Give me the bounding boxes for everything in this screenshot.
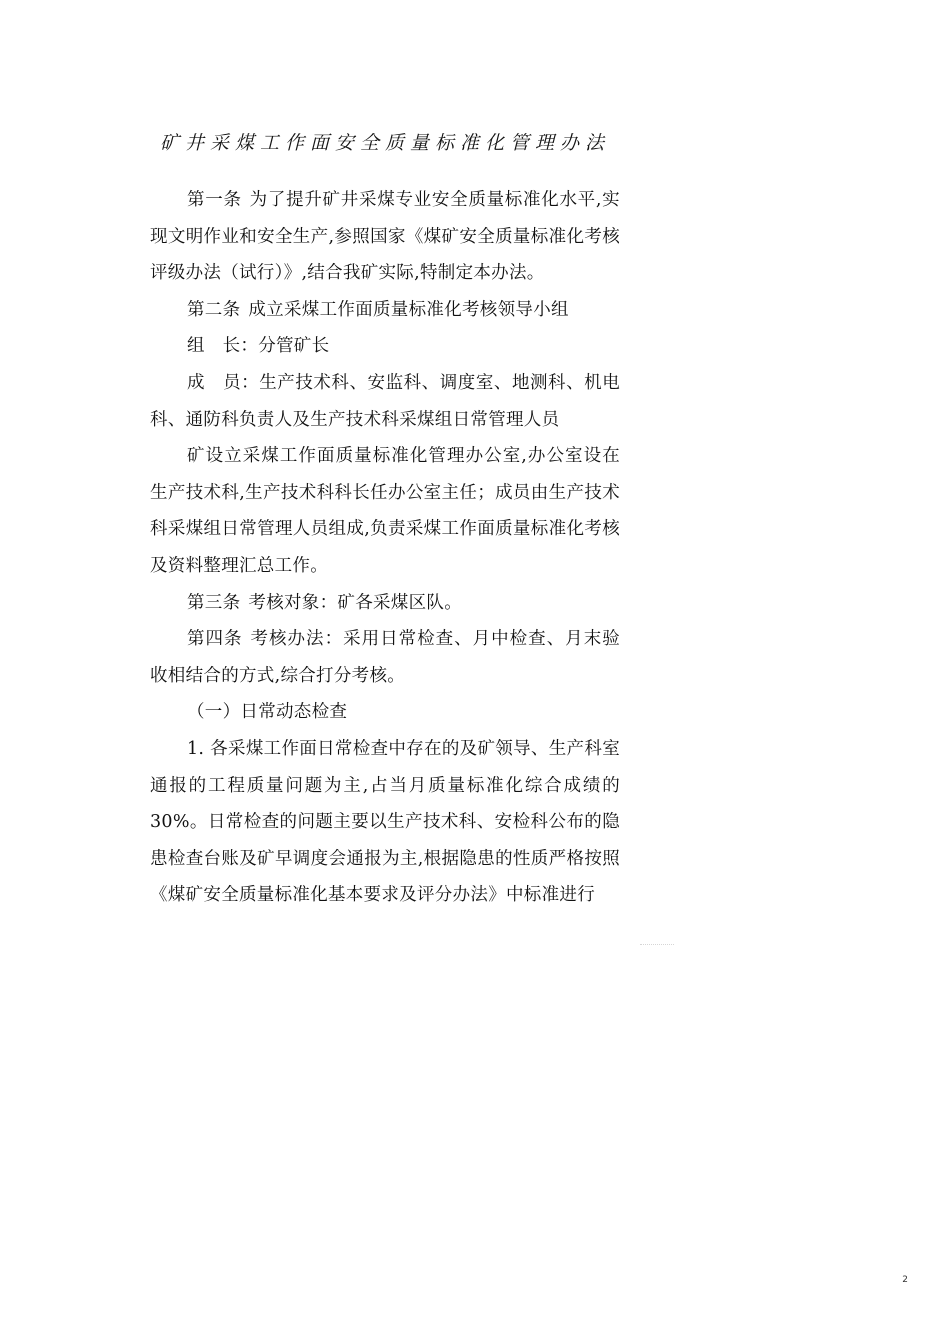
- members-label: 成 员：: [187, 372, 260, 393]
- section-subheading: （一）日常动态检查: [187, 702, 348, 723]
- article-3-paragraph: [150, 585, 620, 622]
- article-1-paragraph: [150, 182, 620, 292]
- article-2-label: 第二条: [187, 299, 241, 320]
- document-title: 矿井采煤工作面安全质量标准化管理办法: [159, 132, 610, 154]
- article-4-paragraph: [150, 621, 620, 694]
- article-3-text: 考核对象：矿各采煤区队。: [248, 592, 463, 613]
- article-4-text: 考核办法：采用日常检查、月中检查、月末验收相结合的方式,综合打分考核。: [150, 629, 620, 686]
- item-1-text: 1. 各采煤工作面日常检查中存在的及矿领导、生产科室通报的工程质量问题为主,占当月质量标准化综合成绩的30%。日常检查的问题主要以生产技术科、安检科公布的隐患检查台账及矿早调度会通报为主,根据隐患的性质严格按照《煤矿安全质量标准化基本要求及评分办法》中标准进行: [150, 738, 620, 906]
- members-paragraph: [150, 365, 620, 438]
- members-text: 生产技术科、安监科、调度室、地测科、机电科、通防科负责人及生产技术科采煤组日常管理人员: [150, 372, 621, 430]
- article-4-label: 第四条: [187, 629, 243, 650]
- document-body: [150, 182, 620, 914]
- article-2-text: 成立采煤工作面质量标准化考核领导小组: [248, 299, 569, 320]
- page-number: 2: [902, 1275, 908, 1285]
- article-2-paragraph: [150, 292, 620, 329]
- office-text: 矿设立采煤工作面质量标准化管理办公室,办公室设在生产技术科,生产技术科科长任办公室主任；成员由生产技术科采煤组日常管理人员组成,负责采煤工作面质量标准化考核及资料整理汇总工作。: [150, 446, 620, 576]
- leader-text: 分管矿长: [258, 336, 330, 357]
- item-1-paragraph: [150, 731, 620, 914]
- faint-dotted-mark: [640, 944, 674, 947]
- article-1-text: 为了提升矿井采煤专业安全质量标准化水平,实现文明作业和安全生产,参照国家《煤矿安全质量标准化考核评级办法（试行）》,结合我矿实际,特制定本办法。: [150, 190, 620, 284]
- leader-paragraph: [150, 328, 620, 365]
- article-3-label: 第三条: [187, 592, 241, 613]
- leader-label: 组 长：: [187, 336, 259, 357]
- article-1-label: 第一条: [187, 190, 242, 210]
- office-paragraph: [150, 438, 620, 584]
